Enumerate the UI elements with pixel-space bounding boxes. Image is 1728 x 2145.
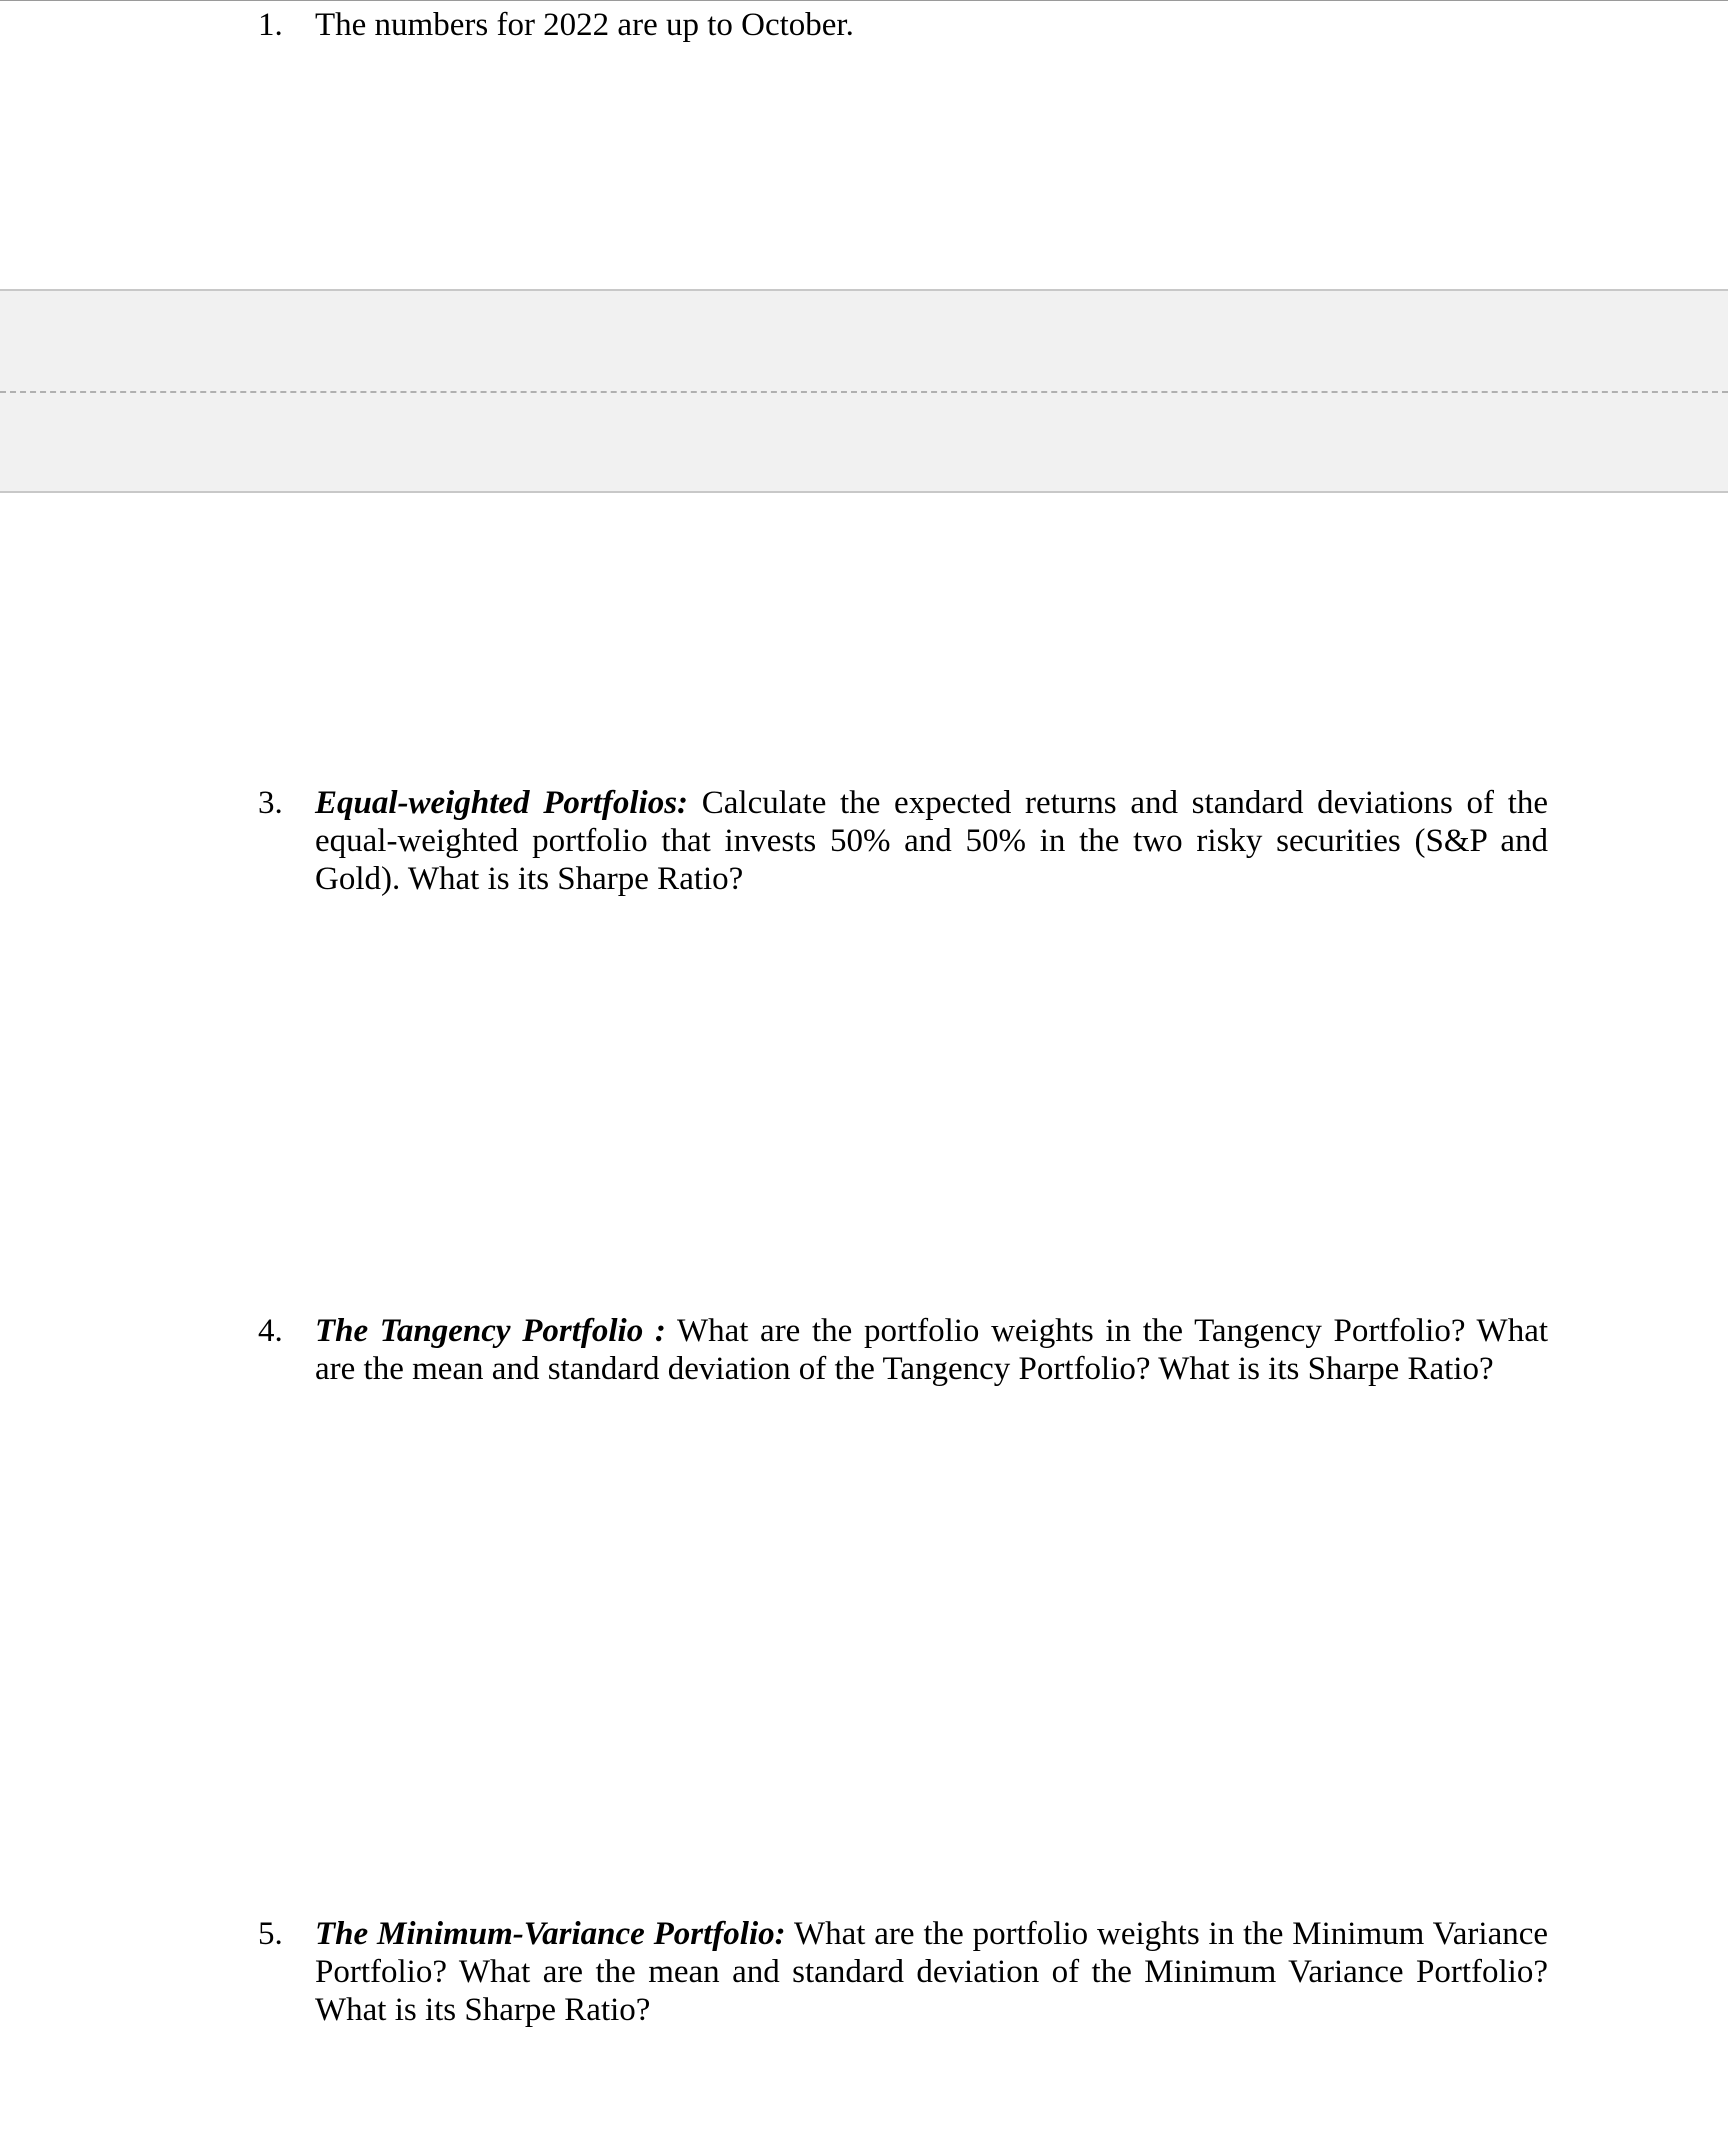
list-item-text: Calculate the expected returns and standard deviations of the equal-weighted portfolio that invests 50% and 50% in the two risky securities (S&P and Gold). What is its Sharpe Ratio? <box>315 785 1549 897</box>
list-item-number: 3. <box>258 785 283 821</box>
list-item-4 <box>258 1312 1548 1388</box>
list-item-body <box>315 784 1548 898</box>
list-item-text: What are the portfolio weights in the Minimum Variance Portfolio? What are the mean and standard deviation of the Minimum Variance Portfolio? What is its Sharpe Ratio? <box>315 1916 1549 2028</box>
list-item-body <box>315 1312 1548 1388</box>
list-item-number: 5. <box>258 1916 283 1952</box>
list-item-5 <box>258 1915 1548 2029</box>
list-item-text: The numbers for 2022 are up to October. <box>315 7 854 43</box>
list-item-number: 4. <box>258 1313 283 1349</box>
page-break-separator <box>0 289 1728 493</box>
list-item-body <box>315 6 1548 44</box>
list-item-heading: The Minimum-Variance Portfolio: <box>315 1916 786 1952</box>
list-item-heading: Equal-weighted Portfolios: <box>315 785 689 821</box>
list-item-heading: The Tangency Portfolio : <box>315 1313 666 1349</box>
list-item-number: 1. <box>258 7 283 43</box>
list-item-1 <box>258 6 1548 44</box>
page-break-dashed-line <box>0 391 1728 393</box>
list-item-body <box>315 1915 1548 2029</box>
page-top-edge <box>0 0 1728 1</box>
list-item-3 <box>258 784 1548 898</box>
list-item-text: What are the portfolio weights in the Tangency Portfolio? What are the mean and standard deviation of the Tangency Portfolio? What is its Sharpe Ratio? <box>315 1313 1549 1387</box>
